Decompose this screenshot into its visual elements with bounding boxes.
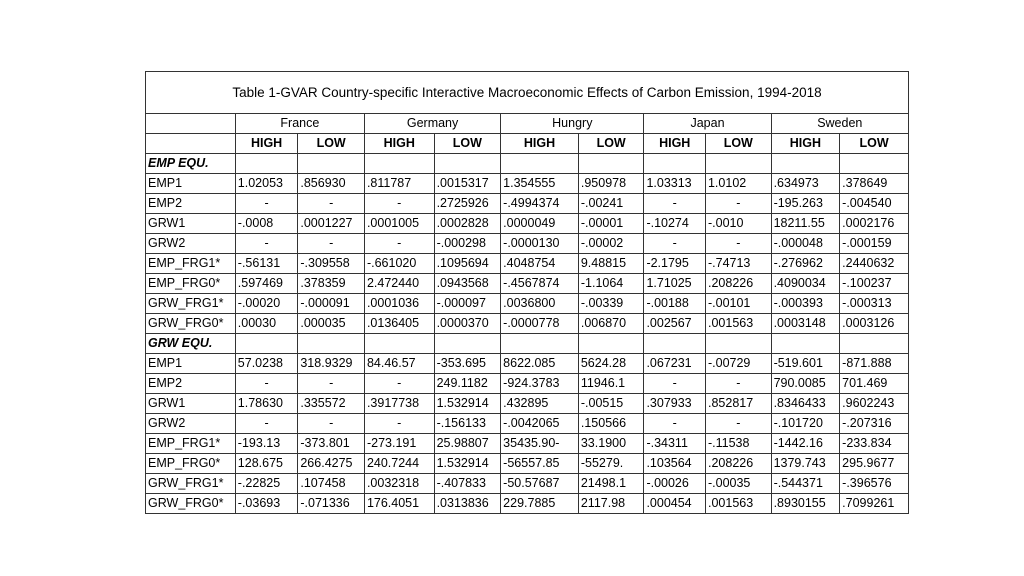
data-cell: -.00101 <box>705 294 771 314</box>
data-cell: - <box>364 234 434 254</box>
data-cell: 25.98807 <box>434 434 501 454</box>
empty-cell <box>298 154 365 174</box>
empty-cell <box>840 154 909 174</box>
data-cell: -.396576 <box>840 474 909 494</box>
data-cell: .432895 <box>501 394 579 414</box>
data-cell: .107458 <box>298 474 365 494</box>
data-cell: .0000049 <box>501 214 579 234</box>
data-cell: 229.7885 <box>501 494 579 514</box>
data-cell: 33.1900 <box>578 434 644 454</box>
data-cell: -.000313 <box>840 294 909 314</box>
data-cell: 240.7244 <box>364 454 434 474</box>
data-cell: - <box>298 414 365 434</box>
data-cell: 1379.743 <box>771 454 840 474</box>
data-cell: -.276962 <box>771 254 840 274</box>
table-row <box>146 374 909 394</box>
data-cell: -.407833 <box>434 474 501 494</box>
data-cell: -.00339 <box>578 294 644 314</box>
data-cell: -.34311 <box>644 434 706 454</box>
data-cell: 35435.90- <box>501 434 579 454</box>
data-cell: .335572 <box>298 394 365 414</box>
data-cell: .4090034 <box>771 274 840 294</box>
data-cell: .0001036 <box>364 294 434 314</box>
row-label: GRW_FRG1* <box>146 294 236 314</box>
data-cell: -353.695 <box>434 354 501 374</box>
data-cell: -.0000130 <box>501 234 579 254</box>
empty-cell <box>501 154 579 174</box>
empty-cell <box>235 154 298 174</box>
data-cell: .597469 <box>235 274 298 294</box>
table-row <box>146 294 909 314</box>
data-cell: .856930 <box>298 174 365 194</box>
table-row <box>146 214 909 234</box>
data-cell: - <box>235 414 298 434</box>
section-header-row <box>146 334 909 354</box>
table-row <box>146 394 909 414</box>
row-label: GRW1 <box>146 394 236 414</box>
data-cell: .0032318 <box>364 474 434 494</box>
data-cell: .103564 <box>644 454 706 474</box>
data-cell: .0015317 <box>434 174 501 194</box>
data-cell: .378359 <box>298 274 365 294</box>
data-cell: -195.263 <box>771 194 840 214</box>
data-cell: .8346433 <box>771 394 840 414</box>
sublabel-high: HIGH <box>644 134 706 154</box>
row-label: EMP2 <box>146 194 236 214</box>
data-cell: - <box>364 194 434 214</box>
empty-cell <box>644 154 706 174</box>
empty-cell <box>235 334 298 354</box>
data-cell: 1.532914 <box>434 454 501 474</box>
data-cell: .0313836 <box>434 494 501 514</box>
country-header-row <box>146 114 909 134</box>
empty-cell <box>578 154 644 174</box>
row-label: EMP2 <box>146 374 236 394</box>
data-cell: -.0000778 <box>501 314 579 334</box>
sublabel-high: HIGH <box>364 134 434 154</box>
data-cell: .0003148 <box>771 314 840 334</box>
table-body <box>146 72 909 514</box>
data-cell: -.4994374 <box>501 194 579 214</box>
data-cell: 57.0238 <box>235 354 298 374</box>
data-cell: -2.1795 <box>644 254 706 274</box>
section-header-row <box>146 154 909 174</box>
data-cell: -.11538 <box>705 434 771 454</box>
data-cell: -.03693 <box>235 494 298 514</box>
data-cell: -.00241 <box>578 194 644 214</box>
data-cell: 1.71025 <box>644 274 706 294</box>
data-cell: .150566 <box>578 414 644 434</box>
data-cell: -.661020 <box>364 254 434 274</box>
row-label: EMP_FRG1* <box>146 434 236 454</box>
data-cell: -.101720 <box>771 414 840 434</box>
data-cell: 295.9677 <box>840 454 909 474</box>
data-cell: .000035 <box>298 314 365 334</box>
data-cell: -.544371 <box>771 474 840 494</box>
data-cell: .7099261 <box>840 494 909 514</box>
data-cell: 21498.1 <box>578 474 644 494</box>
data-cell: .3917738 <box>364 394 434 414</box>
table-row <box>146 354 909 374</box>
data-cell: -924.3783 <box>501 374 579 394</box>
data-cell: .2725926 <box>434 194 501 214</box>
table-title: Table 1-GVAR Country-specific Interactive Macroeconomic Effects of Carbon Emission, 1994-2018 <box>146 72 909 114</box>
data-cell: .001563 <box>705 314 771 334</box>
country-sweden: Sweden <box>771 114 908 134</box>
data-cell: .001563 <box>705 494 771 514</box>
data-cell: -50.57687 <box>501 474 579 494</box>
data-cell: .000454 <box>644 494 706 514</box>
data-cell: -.4567874 <box>501 274 579 294</box>
data-cell: 176.4051 <box>364 494 434 514</box>
data-cell: 128.675 <box>235 454 298 474</box>
data-cell: -1442.16 <box>771 434 840 454</box>
row-label: GRW_FRG1* <box>146 474 236 494</box>
data-cell: 5624.28 <box>578 354 644 374</box>
data-cell: .00030 <box>235 314 298 334</box>
data-cell: .0002176 <box>840 214 909 234</box>
country-japan: Japan <box>644 114 771 134</box>
empty-cell <box>364 334 434 354</box>
data-cell: -193.13 <box>235 434 298 454</box>
empty-cell <box>434 154 501 174</box>
sublabel-low: LOW <box>840 134 909 154</box>
data-cell: .2440632 <box>840 254 909 274</box>
data-cell: .4048754 <box>501 254 579 274</box>
sublabel-low: LOW <box>434 134 501 154</box>
data-cell: .378649 <box>840 174 909 194</box>
data-cell: -.000159 <box>840 234 909 254</box>
data-cell: -.00729 <box>705 354 771 374</box>
data-cell: 1.02053 <box>235 174 298 194</box>
data-cell: - <box>705 194 771 214</box>
data-cell: 1.532914 <box>434 394 501 414</box>
data-cell: -.000393 <box>771 294 840 314</box>
data-cell: - <box>705 374 771 394</box>
data-cell: -.156133 <box>434 414 501 434</box>
data-cell: 1.03313 <box>644 174 706 194</box>
data-cell: 1.78630 <box>235 394 298 414</box>
data-cell: -.309558 <box>298 254 365 274</box>
data-cell: - <box>364 414 434 434</box>
section-label: EMP EQU. <box>146 154 236 174</box>
title-row <box>146 72 909 114</box>
data-cell: 11946.1 <box>578 374 644 394</box>
empty-cell <box>298 334 365 354</box>
data-cell: -.0008 <box>235 214 298 234</box>
row-label: GRW_FRG0* <box>146 314 236 334</box>
data-cell: .0136405 <box>364 314 434 334</box>
table-row <box>146 414 909 434</box>
data-cell: -871.888 <box>840 354 909 374</box>
data-cell: .8930155 <box>771 494 840 514</box>
data-cell: -56557.85 <box>501 454 579 474</box>
row-label: EMP1 <box>146 354 236 374</box>
data-cell: 266.4275 <box>298 454 365 474</box>
empty-cell <box>644 334 706 354</box>
data-cell: .307933 <box>644 394 706 414</box>
table-row <box>146 454 909 474</box>
empty-cell <box>705 334 771 354</box>
data-cell: - <box>644 374 706 394</box>
data-cell: 249.1182 <box>434 374 501 394</box>
table-row <box>146 234 909 254</box>
country-hungry: Hungry <box>501 114 644 134</box>
data-cell: -233.834 <box>840 434 909 454</box>
sublabel-low: LOW <box>578 134 644 154</box>
data-cell: .950978 <box>578 174 644 194</box>
data-cell: -.0042065 <box>501 414 579 434</box>
data-cell: -.56131 <box>235 254 298 274</box>
row-label: EMP1 <box>146 174 236 194</box>
data-cell: - <box>298 234 365 254</box>
data-cell: -.004540 <box>840 194 909 214</box>
data-cell: .002567 <box>644 314 706 334</box>
data-cell: -.000091 <box>298 294 365 314</box>
sublabel-high: HIGH <box>771 134 840 154</box>
data-cell: - <box>644 414 706 434</box>
data-cell: .634973 <box>771 174 840 194</box>
row-label: EMP_FRG1* <box>146 254 236 274</box>
empty-cell <box>501 334 579 354</box>
data-cell: -.00020 <box>235 294 298 314</box>
row-label: GRW2 <box>146 234 236 254</box>
data-cell: - <box>298 194 365 214</box>
data-cell: 1.0102 <box>705 174 771 194</box>
data-cell: 84.46.57 <box>364 354 434 374</box>
sublabel-high: HIGH <box>235 134 298 154</box>
data-cell: .9602243 <box>840 394 909 414</box>
data-cell: .0943568 <box>434 274 501 294</box>
data-cell: .067231 <box>644 354 706 374</box>
table-row <box>146 194 909 214</box>
data-cell: - <box>705 414 771 434</box>
data-cell: -.00001 <box>578 214 644 234</box>
empty-cell <box>578 334 644 354</box>
section-label: GRW EQU. <box>146 334 236 354</box>
data-cell: -.000298 <box>434 234 501 254</box>
data-cell: - <box>298 374 365 394</box>
data-cell: -373.801 <box>298 434 365 454</box>
row-label: GRW_FRG0* <box>146 494 236 514</box>
data-cell: -.00026 <box>644 474 706 494</box>
data-cell: -1.1064 <box>578 274 644 294</box>
data-cell: .0001005 <box>364 214 434 234</box>
corner-cell <box>146 114 236 134</box>
data-cell: 9.48815 <box>578 254 644 274</box>
data-cell: 2.472440 <box>364 274 434 294</box>
data-cell: .208226 <box>705 274 771 294</box>
data-cell: - <box>644 194 706 214</box>
data-cell: .852817 <box>705 394 771 414</box>
data-cell: 318.9329 <box>298 354 365 374</box>
table-row <box>146 254 909 274</box>
country-france: France <box>235 114 364 134</box>
data-cell: -.22825 <box>235 474 298 494</box>
data-cell: .0000370 <box>434 314 501 334</box>
table-row <box>146 474 909 494</box>
data-cell: -519.601 <box>771 354 840 374</box>
table-row <box>146 494 909 514</box>
data-cell: -.00515 <box>578 394 644 414</box>
data-cell: -.00002 <box>578 234 644 254</box>
data-cell: -.0010 <box>705 214 771 234</box>
data-cell: .0001227 <box>298 214 365 234</box>
data-cell: .208226 <box>705 454 771 474</box>
row-label: GRW1 <box>146 214 236 234</box>
empty-cell <box>840 334 909 354</box>
data-cell: -.00188 <box>644 294 706 314</box>
high-low-header-row <box>146 134 909 154</box>
empty-cell <box>434 334 501 354</box>
sublabel-low: LOW <box>705 134 771 154</box>
data-cell: -55279. <box>578 454 644 474</box>
empty-cell <box>364 154 434 174</box>
data-cell: - <box>235 234 298 254</box>
data-cell: .811787 <box>364 174 434 194</box>
data-cell: - <box>364 374 434 394</box>
sublabel-low: LOW <box>298 134 365 154</box>
row-label: GRW2 <box>146 414 236 434</box>
data-cell: - <box>644 234 706 254</box>
table-row <box>146 314 909 334</box>
results-table <box>145 71 909 514</box>
data-cell: 1.354555 <box>501 174 579 194</box>
data-cell: -.00035 <box>705 474 771 494</box>
data-cell: -273.191 <box>364 434 434 454</box>
table-row <box>146 434 909 454</box>
data-cell: .0036800 <box>501 294 579 314</box>
data-cell: 2117.98 <box>578 494 644 514</box>
data-cell: .006870 <box>578 314 644 334</box>
data-cell: - <box>235 374 298 394</box>
data-cell: 8622.085 <box>501 354 579 374</box>
sublabel-high: HIGH <box>501 134 579 154</box>
data-cell: -.071336 <box>298 494 365 514</box>
data-cell: 701.469 <box>840 374 909 394</box>
empty-cell <box>771 334 840 354</box>
data-cell: 18211.55 <box>771 214 840 234</box>
row-label: EMP_FRG0* <box>146 274 236 294</box>
data-cell: -.100237 <box>840 274 909 294</box>
data-cell: .0002828 <box>434 214 501 234</box>
empty-cell <box>771 154 840 174</box>
corner-cell <box>146 134 236 154</box>
country-germany: Germany <box>364 114 500 134</box>
row-label: EMP_FRG0* <box>146 454 236 474</box>
data-cell: -.207316 <box>840 414 909 434</box>
data-cell: -.10274 <box>644 214 706 234</box>
data-cell: - <box>235 194 298 214</box>
data-cell: 790.0085 <box>771 374 840 394</box>
data-cell: - <box>705 234 771 254</box>
data-cell: -.74713 <box>705 254 771 274</box>
table-row <box>146 274 909 294</box>
data-cell: -.000048 <box>771 234 840 254</box>
empty-cell <box>705 154 771 174</box>
data-cell: .1095694 <box>434 254 501 274</box>
data-cell: -.000097 <box>434 294 501 314</box>
table-row <box>146 174 909 194</box>
data-cell: .0003126 <box>840 314 909 334</box>
